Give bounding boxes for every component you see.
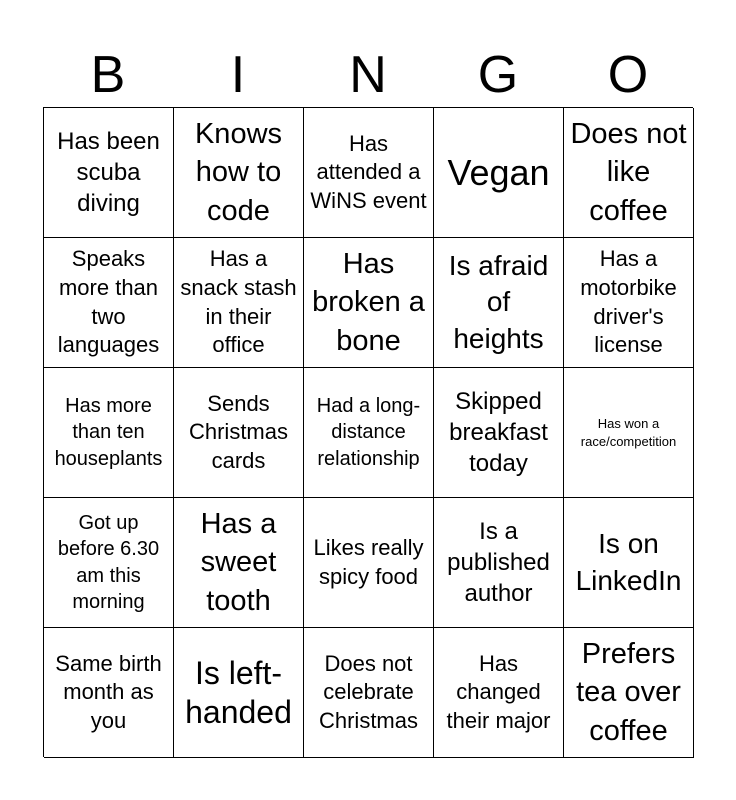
bingo-cell[interactable] (44, 108, 174, 238)
cell-text: Has won a race/competition (580, 415, 677, 449)
cell-text: Is on LinkedIn (575, 528, 682, 596)
cell-text: Had a long-distance relationship (316, 394, 421, 470)
header-letter-o: O (607, 46, 649, 104)
bingo-cell[interactable] (564, 498, 694, 628)
bingo-cell[interactable] (434, 628, 564, 758)
cell-text: Is left-handed (185, 655, 292, 730)
cell-text: Same birth month as you (55, 650, 162, 733)
cell-text: Has changed their major (446, 650, 551, 733)
bingo-cell[interactable] (304, 368, 434, 498)
bingo-cell[interactable] (304, 628, 434, 758)
bingo-cell[interactable] (44, 238, 174, 368)
cell-text: Has more than ten houseplants (54, 394, 163, 470)
cell-text: Has been scuba diving (57, 127, 160, 218)
cell-text: Is afraid of heights (448, 249, 549, 354)
bingo-cell[interactable] (564, 238, 694, 368)
bingo-cell[interactable] (174, 108, 304, 238)
bingo-cell[interactable] (44, 368, 174, 498)
cell-text: Has a snack stash in their office (180, 246, 297, 358)
bingo-cell[interactable] (174, 628, 304, 758)
cell-text: Has attended a WiNS event (310, 130, 427, 213)
bingo-cell[interactable] (304, 238, 434, 368)
header-letter-b: B (90, 46, 126, 104)
cell-text: Is a published author (447, 517, 550, 608)
cell-text: Knows how to code (194, 118, 283, 227)
cell-text: Vegan (447, 151, 550, 193)
bingo-cell[interactable] (564, 108, 694, 238)
bingo-board (43, 107, 693, 757)
bingo-cell[interactable] (434, 368, 564, 498)
bingo-cell[interactable] (434, 498, 564, 628)
bingo-cell[interactable] (174, 498, 304, 628)
bingo-cell[interactable] (44, 628, 174, 758)
cell-text: Likes really spicy food (313, 534, 424, 589)
header-letter-n: N (349, 46, 387, 104)
bingo-header (43, 44, 693, 106)
bingo-cell[interactable] (434, 108, 564, 238)
cell-text: Prefers tea over coffee (576, 638, 681, 747)
bingo-cell[interactable] (304, 108, 434, 238)
cell-text: Has broken a bone (312, 248, 425, 357)
cell-text: Has a sweet tooth (200, 508, 277, 617)
cell-text: Got up before 6.30 am this morning (57, 511, 160, 613)
header-letter-i: I (230, 46, 246, 104)
cell-text: Has a motorbike driver's license (580, 246, 677, 358)
bingo-cell[interactable] (174, 238, 304, 368)
bingo-cell[interactable] (304, 498, 434, 628)
cell-text: Does not like coffee (570, 118, 687, 227)
cell-text: Sends Christmas cards (188, 390, 288, 473)
cell-text: Skipped breakfast today (449, 387, 548, 478)
cell-text: Speaks more than two languages (57, 246, 160, 358)
bingo-cell[interactable] (44, 498, 174, 628)
bingo-cell[interactable] (434, 238, 564, 368)
cell-text: Does not celebrate Christmas (318, 650, 418, 733)
bingo-cell[interactable] (564, 368, 694, 498)
bingo-cell[interactable] (564, 628, 694, 758)
header-letter-g: G (477, 46, 519, 104)
bingo-cell[interactable] (174, 368, 304, 498)
